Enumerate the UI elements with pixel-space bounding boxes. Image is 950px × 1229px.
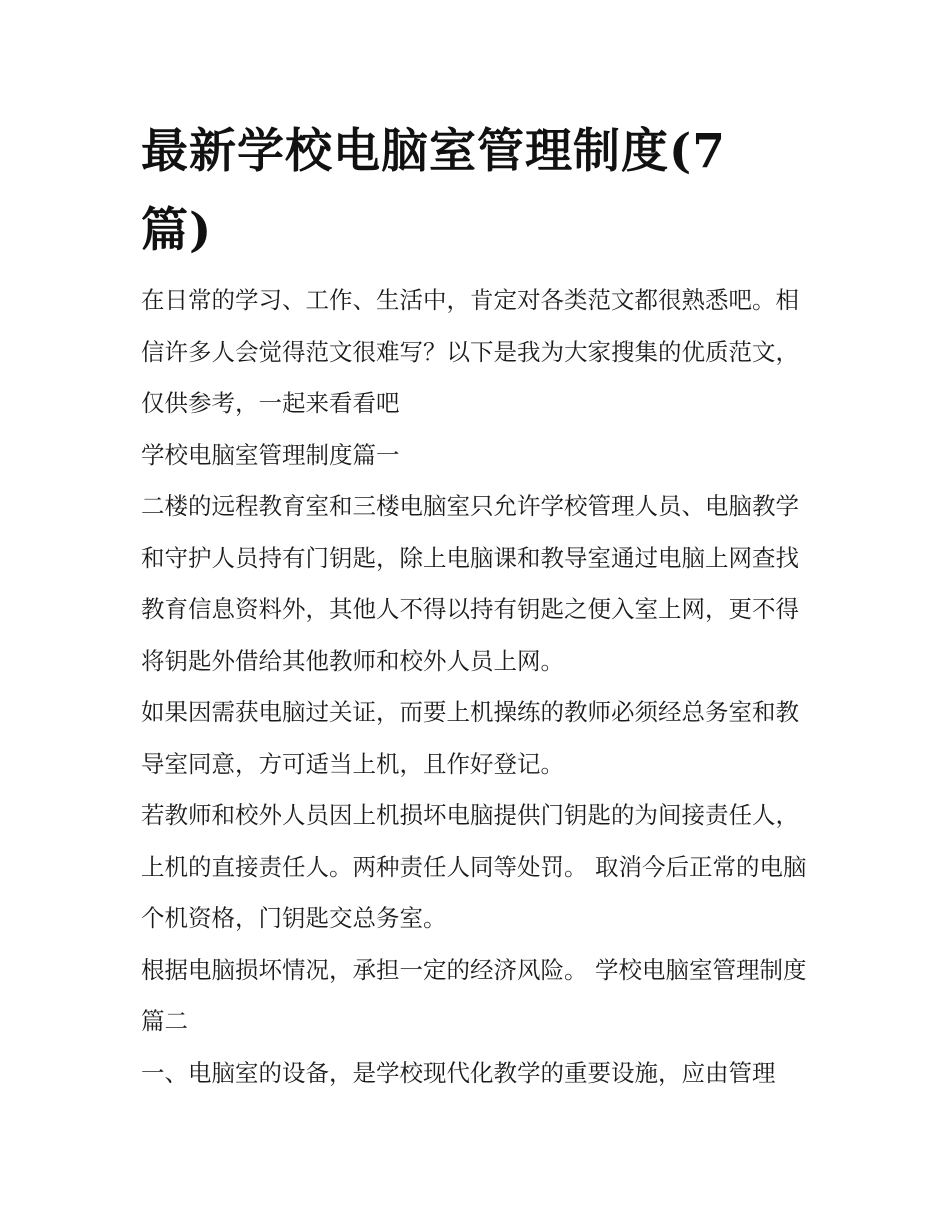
body-paragraph: 根据电脑损坏情况，承担一定的经济风险。 学校电脑室管理制度篇二 [141, 955, 807, 1035]
body-paragraph: 二楼的远程教育室和三楼电脑室只允许学校管理人员、电脑教学和守护人员持有门钥匙，除上电脑课和教导室通过电脑上网查找教育信息资料外，其他人不得以持有钥匙之便入室上网，更不得将钥匙外借给其他教师和校外人员上网。 [141, 492, 799, 675]
document-title: 最新学校电脑室管理制度(7篇) [141, 124, 726, 258]
intro-paragraph: 在日常的学习、工作、生活中，肯定对各类范文都很熟悉吧。相信许多人会觉得范文很难写？以下是我为大家搜集的优质范文，仅供参考，一起来看看吧 [141, 286, 799, 417]
body-paragraph: 若教师和校外人员因上机损坏电脑提供门钥匙的为间接责任人，上机的直接责任人。两种责任人同等处罚。 取消今后正常的电脑个机资格，门钥匙交总务室。 [141, 801, 807, 932]
document-body [141, 275, 817, 1099]
section-heading-1: 学校电脑室管理制度篇一 [141, 440, 400, 469]
body-paragraph: 一、电脑室的设备，是学校现代化教学的重要设施，应由管理 [141, 1058, 776, 1087]
body-paragraph: 如果因需获电脑过关证，而要上机操练的教师必须经总务室和教导室同意，方可适当上机，且作好登记。 [141, 698, 799, 778]
